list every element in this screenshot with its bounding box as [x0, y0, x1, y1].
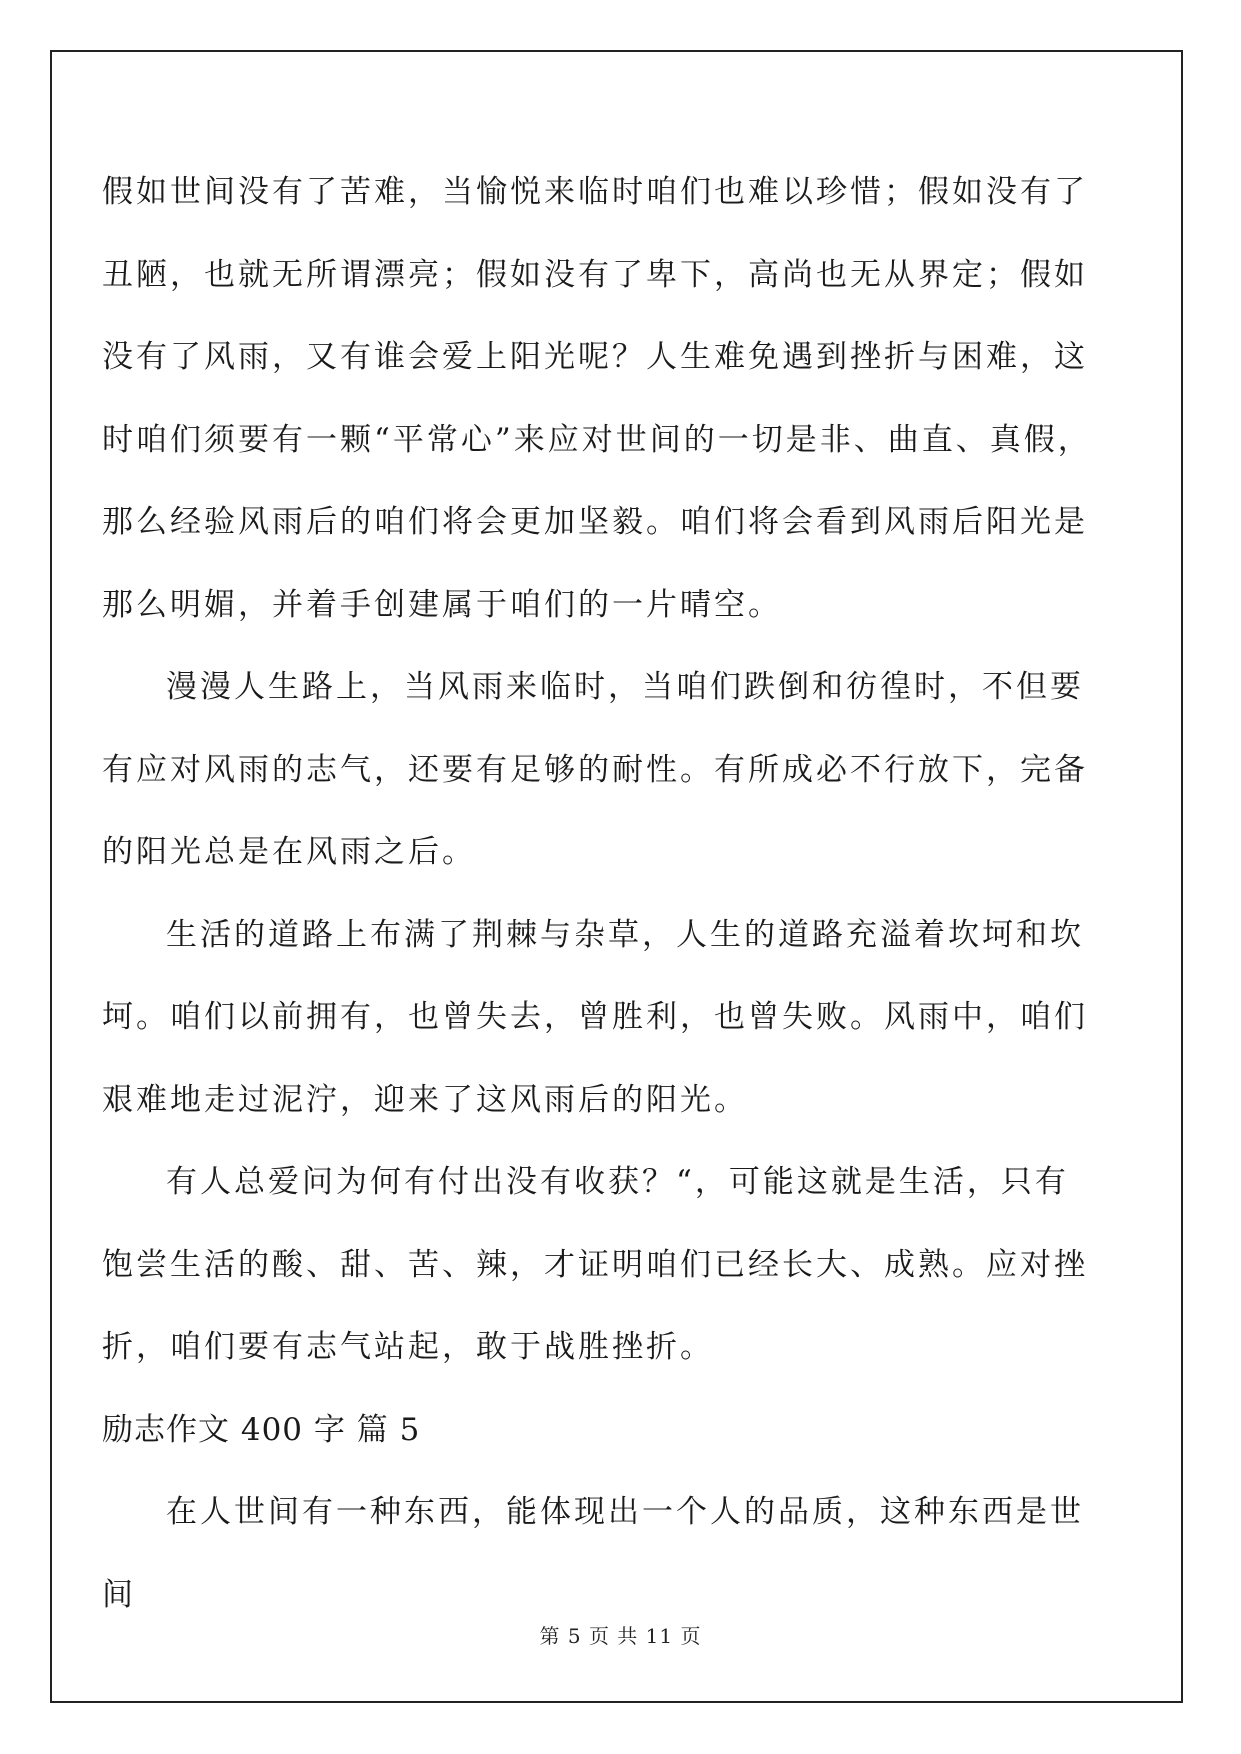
- paragraph-3: 生活的道路上布满了荆棘与杂草，人生的道路充溢着坎坷和坎坷。咱们以前拥有，也曾失去，曾胜利，也曾失败。风雨中，咱们艰难地走过泥泞，迎来了这风雨后的阳光。: [102, 916, 1088, 1118]
- paragraph-5: 在人世间有一种东西，能体现出一个人的品质，这种东西是世间: [102, 1494, 1084, 1613]
- document-body: [102, 151, 1102, 1636]
- paragraph-1: 假如世间没有了苦难，当愉悦来临时咱们也难以珍惜；假如没有了丑陋，也就无所谓漂亮；假如没有了卑下，高尚也无从界定；假如没有了风雨，又有谁会爱上阳光呢？人生难免遇到挫折与困难，这时咱们须要有一颗“平常心”来应对世间的一切是非、曲直、真假，那么经验风雨后的咱们将会更加坚毅。咱们将会看到风雨后阳光是那么明媚，并着手创建属于咱们的一片晴空。: [102, 174, 1092, 623]
- page-number-footer: 第 5 页 共 11 页: [539, 1624, 702, 1648]
- section-heading: 励志作文 400 字 篇 5: [102, 1411, 421, 1448]
- paragraph-2: 漫漫人生路上，当风雨来临时，当咱们跌倒和彷徨时，不但要有应对风雨的志气，还要有足够的耐性。有所成必不行放下，完备的阳光总是在风雨之后。: [102, 669, 1088, 870]
- paragraph-4: 有人总爱问为何有付出没有收获？“，可能这就是生活，只有饱尝生活的酸、甜、苦、辣，才证明咱们已经长大、成熟。应对挫折，咱们要有志气站起，敢于战胜挫折。: [102, 1164, 1088, 1365]
